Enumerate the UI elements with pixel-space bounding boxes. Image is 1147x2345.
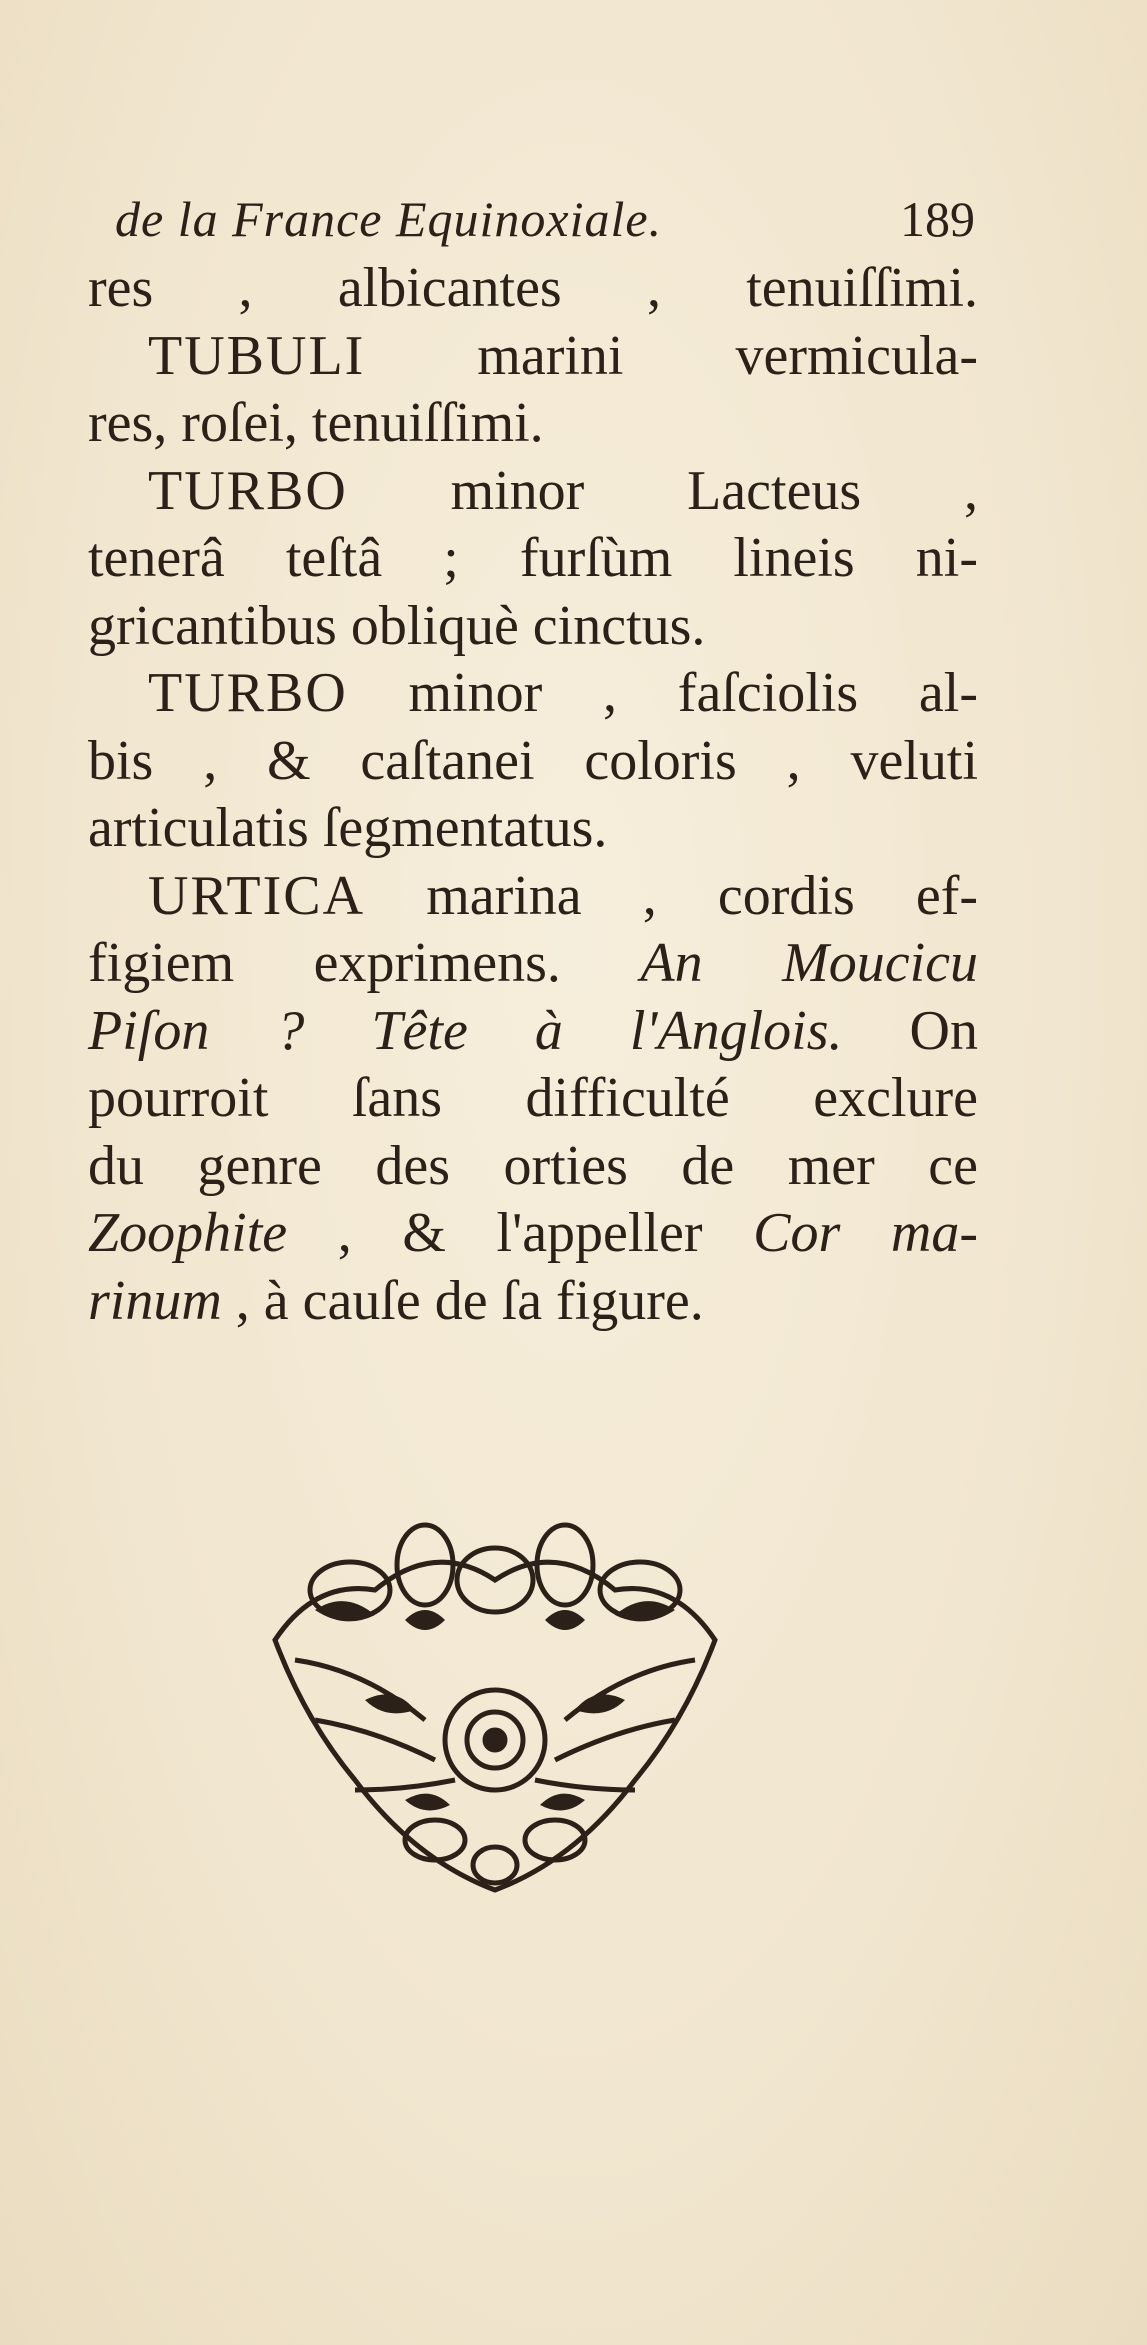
entry-heading: TURBO (148, 459, 348, 522)
floral-tailpiece-icon (255, 1520, 735, 1900)
running-title: de la France Equinoxiale. (115, 191, 663, 247)
italic-span: rinum (88, 1269, 222, 1332)
text-span: , & l'appeller (287, 1202, 754, 1264)
text-span: bis , & caſtanei coloris , veluti (88, 729, 978, 792)
text-span: res , albicantes , tenuiſſimi. (88, 257, 978, 319)
text-line (88, 930, 978, 998)
text-line (88, 255, 978, 323)
text-span: On (842, 999, 978, 1062)
entry-turbo-lacteus (88, 458, 978, 526)
entry-heading: URTICA (148, 864, 366, 927)
text-span: pourroit ſans difficulté exclure (88, 1067, 978, 1129)
floral-tailpiece-svg (255, 1520, 735, 1900)
text-span: minor , faſciolis al- (347, 662, 978, 724)
entry-heading: TURBO (148, 662, 348, 724)
page-number: 189 (900, 191, 975, 247)
entry-tubuli (88, 323, 978, 391)
body-text (88, 255, 978, 1335)
page-header (115, 190, 975, 260)
text-span: articulatis ſegmentatus. (88, 797, 608, 859)
text-line (88, 1133, 978, 1201)
text-span: gricantibus obliquè cinctus. (88, 594, 706, 657)
text-line (88, 525, 978, 593)
text-span: , à cauſe de ſa figure. (221, 1269, 704, 1332)
text-span: tenerâ teſtâ ; furſùm lineis ni- (88, 527, 978, 589)
text-line (88, 1200, 978, 1268)
entry-turbo-fasciolis (88, 660, 978, 728)
italic-span: Zoophite (88, 1202, 288, 1264)
italic-span: An Moucicu (640, 932, 979, 994)
text-span: du genre des orties de mer ce (88, 1134, 978, 1197)
text-line (88, 593, 978, 661)
text-span: figiem exprimens. (88, 932, 641, 994)
italic-span: Cor ma- (753, 1202, 978, 1264)
italic-span: Piſon ? Tête à l'Anglois. (88, 999, 843, 1062)
text-line (88, 795, 978, 863)
text-span: marina , cordis ef- (365, 864, 978, 927)
text-line (88, 728, 978, 796)
text-span: marini vermicula- (365, 324, 978, 387)
text-line (88, 390, 978, 458)
text-line (88, 1268, 978, 1336)
text-span: minor Lacteus , (347, 459, 978, 522)
text-span: res, roſei, tenuiſſimi. (88, 392, 544, 454)
entry-urtica (88, 863, 978, 931)
text-line (88, 998, 978, 1066)
entry-heading: TUBULI (148, 324, 366, 387)
text-line (88, 1065, 978, 1133)
